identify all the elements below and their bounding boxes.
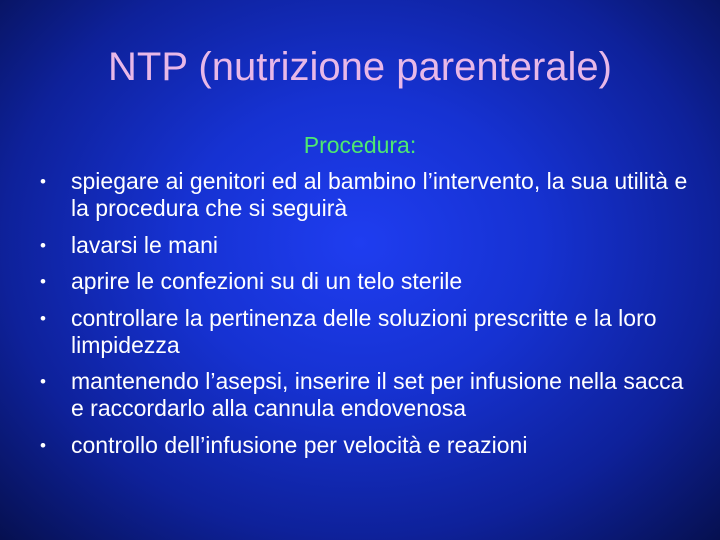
bullet-dot-icon: • — [40, 372, 46, 391]
bullet-text: aprire le confezioni su di un telo sterile — [71, 268, 463, 294]
bullet-text: spiegare ai genitori ed al bambino l’intervento, la sua utilità e la procedura che si seguirà — [71, 168, 688, 221]
bullet-text: lavarsi le mani — [71, 231, 218, 258]
bullet-dot-icon: • — [40, 308, 46, 328]
bullet-item — [40, 432, 700, 459]
bullet-text: controllare la pertinenza delle soluzioni prescritte e la loro limpidezza — [71, 304, 657, 358]
bullet-dot-icon: • — [40, 172, 46, 191]
slide-title: NTP (nutrizione parenterale) — [108, 45, 612, 89]
bullet-text: controllo dell’infusione per velocità e reazioni — [71, 431, 528, 458]
bullet-item — [40, 168, 700, 222]
bullet-dot-icon: • — [40, 435, 46, 455]
bullet-list — [40, 168, 700, 468]
bullet-dot-icon: • — [40, 272, 46, 291]
bullet-item — [40, 268, 700, 295]
bullet-item — [40, 232, 700, 259]
bullet-item — [40, 305, 700, 359]
bullet-text: mantenendo l’asepsi, inserire il set per infusione nella sacca e raccordarlo alla cannula endovenosa — [71, 368, 684, 421]
slide-subtitle: Procedura: — [303, 132, 417, 158]
bullet-dot-icon: • — [40, 235, 46, 255]
bullet-item — [40, 368, 700, 422]
